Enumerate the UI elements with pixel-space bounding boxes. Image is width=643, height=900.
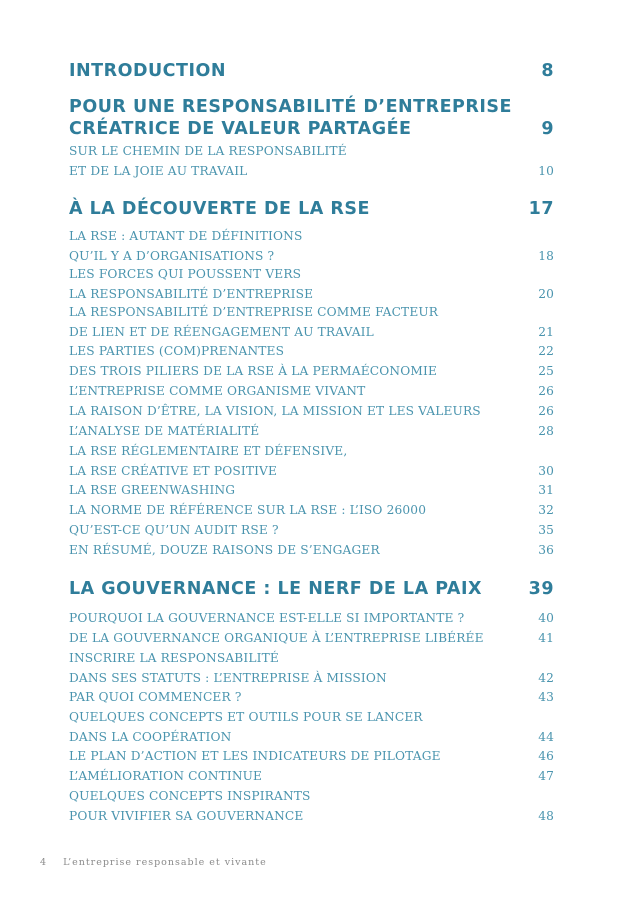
entry-title: SUR LE CHEMIN DE LA RESPONSABILITÉ ET DE LA JOIE AU TRAVAIL — [69, 144, 347, 178]
entry-page-number: 42 — [538, 670, 554, 685]
toc-entry[interactable] — [69, 787, 554, 826]
entry-page-number: 31 — [538, 483, 554, 497]
toc-entry[interactable] — [69, 303, 554, 342]
toc-entry[interactable] — [69, 688, 554, 708]
toc-entry[interactable] — [69, 501, 554, 521]
chapter-title: POUR UNE RESPONSABILITÉ D’ENTREPRISE CRÉATRICE DE VALEUR PARTAGÉE — [69, 97, 512, 139]
entry-page-number: 46 — [538, 749, 554, 763]
toc-entry[interactable] — [69, 541, 554, 561]
entry-page-number: 26 — [538, 404, 554, 418]
toc-chapter-decouverte-rse[interactable] — [69, 198, 554, 220]
toc-entry[interactable] — [69, 609, 554, 629]
chapter-page-number: 39 — [528, 579, 554, 599]
toc-entry[interactable] — [69, 767, 554, 787]
entry-title: DES TROIS PILIERS DE LA RSE À LA PERMAÉCONOMIE — [69, 364, 438, 378]
toc-entry[interactable] — [69, 708, 554, 747]
entry-page-number: 10 — [538, 163, 554, 178]
entry-page-number: 32 — [538, 503, 554, 517]
entry-title: LA RESPONSABILITÉ D’ENTREPRISE COMME FACTEUR DE LIEN ET DE RÉENGAGEMENT AU TRAVAIL — [69, 305, 439, 339]
entry-title: DE LA GOUVERNANCE ORGANIQUE À L’ENTREPRISE LIBÉRÉE — [69, 631, 484, 645]
entry-page-number: 40 — [538, 611, 554, 625]
entry-title: QU’EST-CE QU’UN AUDIT RSE ? — [69, 523, 279, 537]
entry-title: LE PLAN D’ACTION ET LES INDICATEURS DE PILOTAGE — [69, 749, 441, 763]
entry-title: LA RSE GREENWASHING — [69, 483, 236, 497]
toc-entry[interactable] — [69, 747, 554, 767]
toc-entry[interactable] — [69, 382, 554, 402]
entry-title: LA RAISON D’ÊTRE, LA VISION, LA MISSION ET LES VALEURS — [69, 404, 481, 418]
entry-title: EN RÉSUMÉ, DOUZE RAISONS DE S’ENGAGER — [69, 543, 380, 557]
entry-title: LA RSE : AUTANT DE DÉFINITIONS QU’IL Y A D’ORGANISATIONS ? — [69, 229, 303, 263]
toc-chapter-valeur-partagee[interactable] — [69, 96, 554, 140]
toc-entry[interactable] — [69, 265, 554, 304]
entry-page-number: 25 — [538, 364, 554, 378]
chapter-title: LA GOUVERNANCE : LE NERF DE LA PAIX — [69, 579, 482, 599]
entry-page-number: 26 — [538, 384, 554, 398]
entry-page-number: 47 — [538, 769, 554, 783]
entry-page-number: 44 — [538, 729, 554, 744]
entry-page-number: 28 — [538, 424, 554, 438]
entry-title: LES FORCES QUI POUSSENT VERS LA RESPONSABILITÉ D’ENTREPRISE — [69, 267, 314, 301]
entry-page-number: 43 — [538, 690, 554, 704]
toc-entry[interactable] — [69, 422, 554, 442]
toc-chapter-introduction[interactable] — [69, 60, 554, 82]
footer-page-number: 4 — [40, 857, 48, 868]
toc-chapter-gouvernance[interactable] — [69, 578, 554, 600]
entry-title: L’ANALYSE DE MATÉRIALITÉ — [69, 424, 260, 438]
toc-entry[interactable] — [69, 629, 554, 649]
entry-title: POURQUOI LA GOUVERNANCE EST-ELLE SI IMPORTANTE ? — [69, 611, 465, 625]
toc-entry[interactable] — [69, 402, 554, 422]
entry-title: QUELQUES CONCEPTS ET OUTILS POUR SE LANCER DANS LA COOPÉRATION — [69, 710, 423, 744]
entry-page-number: 36 — [538, 543, 554, 557]
entry-title: LA RSE RÉGLEMENTAIRE ET DÉFENSIVE, LA RSE CRÉATIVE ET POSITIVE — [69, 444, 348, 478]
toc-entry[interactable] — [69, 142, 554, 181]
entry-page-number: 35 — [538, 523, 554, 537]
footer-book-title: L’entreprise responsable et vivante — [63, 857, 267, 868]
chapter-title: À LA DÉCOUVERTE DE LA RSE — [69, 199, 370, 219]
entry-page-number: 18 — [538, 248, 554, 263]
toc-entry[interactable] — [69, 649, 554, 688]
toc-entry[interactable] — [69, 227, 554, 266]
entry-page-number: 30 — [538, 463, 554, 478]
toc-entry[interactable] — [69, 362, 554, 382]
toc-entry[interactable] — [69, 521, 554, 541]
chapter-page-number: 9 — [541, 119, 554, 139]
chapter-title: INTRODUCTION — [69, 61, 226, 81]
entry-title: PAR QUOI COMMENCER ? — [69, 690, 242, 704]
entry-title: INSCRIRE LA RESPONSABILITÉ DANS SES STATUTS : L’ENTREPRISE À MISSION — [69, 651, 387, 685]
entry-title: QUELQUES CONCEPTS INSPIRANTS POUR VIVIFIER SA GOUVERNANCE — [69, 789, 311, 823]
entry-title: LA NORME DE RÉFÉRENCE SUR LA RSE : L’ISO 26000 — [69, 503, 427, 517]
chapter-page-number: 17 — [528, 199, 554, 219]
entry-title: L’AMÉLIORATION CONTINUE — [69, 769, 263, 783]
entry-page-number: 22 — [538, 344, 554, 358]
entry-page-number: 48 — [538, 808, 554, 823]
chapter-page-number: 8 — [541, 61, 554, 81]
entry-title: LES PARTIES (COM)PRENANTES — [69, 344, 285, 358]
entry-page-number: 41 — [538, 631, 554, 645]
entry-page-number: 21 — [538, 324, 554, 339]
entry-page-number: 20 — [538, 286, 554, 301]
toc-entry[interactable] — [69, 481, 554, 501]
page-footer — [40, 857, 279, 868]
toc-entry[interactable] — [69, 442, 554, 481]
toc-entry[interactable] — [69, 342, 554, 362]
entry-title: L’ENTREPRISE COMME ORGANISME VIVANT — [69, 384, 366, 398]
